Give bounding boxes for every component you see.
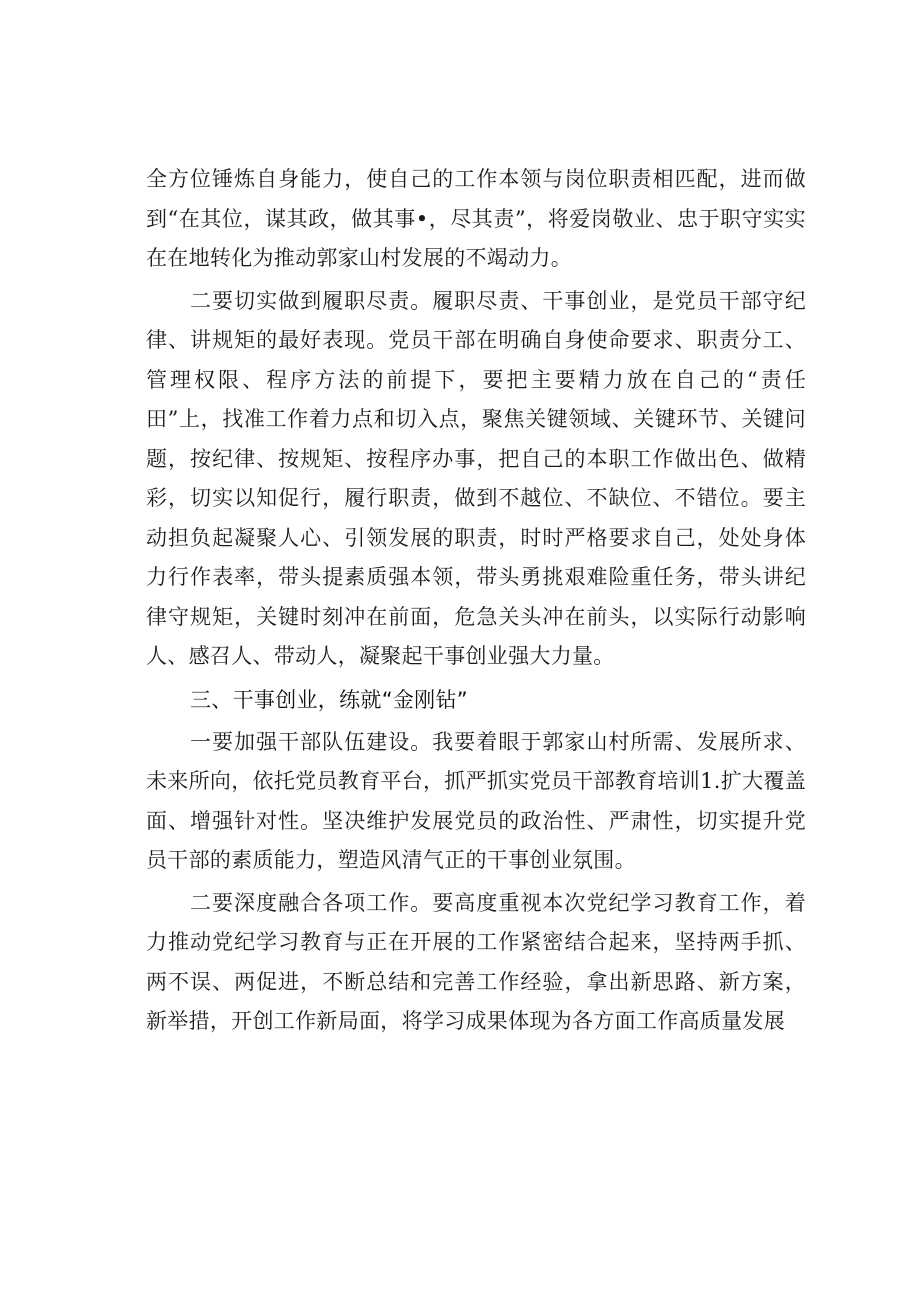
paragraph-integration: 二要深度融合各项工作。要高度重视本次党纪学习教育工作，着力推动党纪学习教育与正在开展的工作紧密结合起来，坚持两手抓、两不误、两促进，不断总结和完善工作经验，拿出新思路、新方案，新举措，开创工作新局面，将学习成果体现为各方面工作高质量发展 (146, 890, 806, 1033)
paragraph-duty: 二要切实做到履职尽责。履职尽责、干事创业，是党员干部守纪律、讲规矩的最好表现。党员干部在明确自身使命要求、职责分工、管理权限、程序方法的前提下，要把主要精力放在自己的“责任田”上，找准工作着力点和切入点，聚焦关键领域、关键环节、关键问题，按纪律、按规矩、按程序办事，把自己的本职工作做出色、做精彩，切实以知促行，履行职责，做到不越位、不缺位、不错位。要主动担负起凝聚人心、引领发展的职责，时时严格要求自己，处处身体力行作表率，带头提素质强本领，带头勇挑艰难险重任务，带头讲纪律守规矩，关键时刻冲在前面，危急关头冲在前头，以实际行动影响人、感召人、带动人，凝聚起干事创业强大力量。 (146, 288, 806, 668)
document-body (146, 160, 806, 1045)
paragraph-continuation: 全方位锤炼自身能力，使自己的工作本领与岗位职责相匹配，进而做到“在其位，谋其政，做其事•，尽其责”，将爱岗敬业、忠于职守实实在在地转化为推动郭家山村发展的不竭动力。 (146, 167, 806, 270)
section-heading: 三、干事创业，练就“金刚钻” (190, 687, 468, 712)
paragraph-team-building: 一要加强干部队伍建设。我要着眼于郭家山村所需、发展所求、未来所向，依托党员教育平台，抓严抓实党员干部教育培训1.扩大覆盖面、增强针对性。坚决维护发展党员的政治性、严肃性，切实提升党员干部的素质能力，塑造风清气正的干事创业氛围。 (146, 729, 806, 872)
